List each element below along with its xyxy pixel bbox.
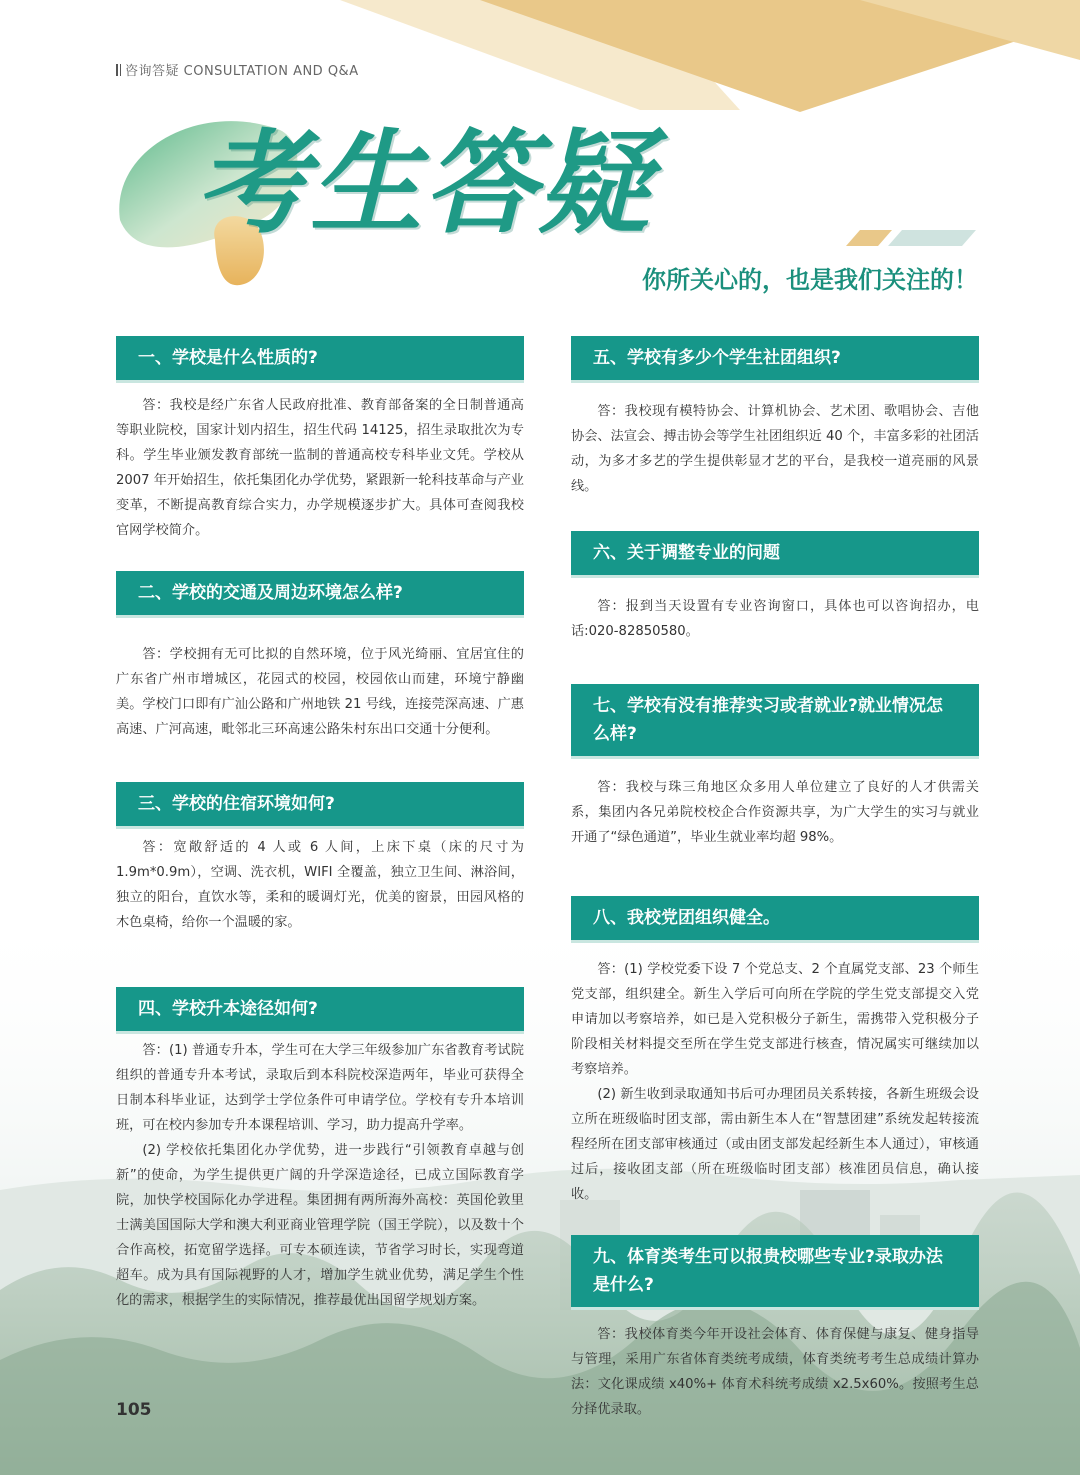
qa-item (571, 896, 979, 1207)
right-column (571, 336, 979, 1422)
question-heading: 一、学校是什么性质的? (116, 336, 524, 383)
title-stripes (846, 230, 976, 250)
question-heading: 四、学校升本途径如何? (116, 987, 524, 1034)
qa-item (571, 531, 979, 644)
answer-text: 答：(1) 学校党委下设 7 个党总支、2 个直属党支部、23 个师生党支部，组织建全。新生入学后可向所在学院的学生党支部提交入党申请加以考察培养，如已是入党积极分子新生，需携带入党积极分子阶段相关材料提交至所在学生党支部进行核查，情况属实可继续加以考察培养。 (2) 新生收到录取通知书后可办理团员关系转接，各新生班级会设立所在班级临时团支部，需由新生本人在“智慧团建”系统发起转接流程经所在团支部审核通过（或由团支部发起经新生本人通过），审核通过后，接收团支部（所在班级临时团支部）核准团员信息，确认接收。 (571, 962, 979, 1202)
answer-text: 答：学校拥有无可比拟的自然环境，位于风光绮丽、宜居宜住的广东省广州市增城区，花园式的校园，校园依山而建，环境宁静幽美。学校门口即有广汕公路和广州地铁 21 号线，连接莞深高速、广惠高速、广河高速，毗邻北三环高速公路朱村东出口交通十分便利。 (116, 647, 524, 737)
qa-item (571, 1235, 979, 1422)
qa-item (116, 571, 524, 742)
qa-item (116, 987, 524, 1313)
question-heading: 六、关于调整专业的问题 (571, 531, 979, 578)
question-heading: 九、体育类考生可以报贵校哪些专业?录取办法是什么? (571, 1235, 979, 1310)
answer-text: 答：宽敞舒适的 4 人或 6 人间，上床下桌（床的尺寸为 1.9m*0.9m），空调、洗衣机，WIFI 全覆盖，独立卫生间、淋浴间，独立的阳台，直饮水等，柔和的暖调灯光，优美的窗景，田园风格的木色桌椅，给你一个温暖的家。 (116, 840, 524, 930)
question-heading: 五、学校有多少个学生社团组织? (571, 336, 979, 383)
page-title: 考生答疑 (196, 118, 652, 249)
answer-text: 答：(1) 普通专升本，学生可在大学三年级参加广东省教育考试院组织的普通专升本考试，录取后到本科院校深造两年，毕业可获得全日制本科毕业证，达到学士学位条件可申请学位。学校有专升本培训班，可在校内参加专升本课程培训、学习，助力提高升学率。 (2) 学校依托集团化办学优势，进一步践行“引领教育卓越与创新”的使命，为学生提供更广阔的升学深造途径，已成立国际教育学院，加快学校国际化办学进程。集团拥有两所海外高校：英国伦敦里士满美国国际大学和澳大利亚商业管理学院（国王学院），以及数十个合作高校，拓宽留学选择。可专本硕连读，节省学习时长，实现弯道超车。成为具有国际视野的人才，增加学生就业优势，满足学生个性化的需求，根据学生的实际情况，推荐最优出国留学规划方案。 (116, 1043, 524, 1308)
header-label: 咨询答疑 CONSULTATION AND Q&A (116, 60, 359, 79)
qa-item (571, 336, 979, 499)
answer-text: 答：报到当天设置有专业咨询窗口，具体也可以咨询招办，电话:020-82850580。 (571, 599, 979, 639)
top-decoration (340, 0, 1080, 120)
page-subtitle: 你所关心的，也是我们关注的！ (642, 266, 978, 294)
left-column (116, 336, 524, 1313)
qa-item (116, 336, 524, 543)
page-number: 105 (116, 1400, 152, 1420)
question-heading: 七、学校有没有推荐实习或者就业?就业情况怎么样? (571, 684, 979, 759)
question-heading: 三、学校的住宿环境如何? (116, 782, 524, 829)
question-heading: 二、学校的交通及周边环境怎么样? (116, 571, 524, 618)
answer-text: 答：我校体育类今年开设社会体育、体育保健与康复、健身指导与管理，采用广东省体育类统考成绩，体育类统考考生总成绩计算办法：文化课成绩 x40%+ 体育术科统考成绩 x2.5x60%。按照考生总分择优录取。 (571, 1327, 979, 1417)
qa-item (571, 684, 979, 850)
answer-text: 答：我校与珠三角地区众多用人单位建立了良好的人才供需关系，集团内各兄弟院校校企合作资源共享，为广大学生的实习与就业开通了“绿色通道”，毕业生就业率均超 98%。 (571, 780, 979, 845)
question-heading: 八、我校党团组织健全。 (571, 896, 979, 943)
answer-text: 答：我校是经广东省人民政府批准、教育部备案的全日制普通高等职业院校，国家计划内招生，招生代码 14125，招生录取批次为专科。学生毕业颁发教育部统一监制的普通高校专科毕业文凭。学校从 2007 年开始招生，依托集团化办学优势，紧跟新一轮科技革命与产业变革，不断提高教育综合实力，办学规模逐步扩大。具体可查阅我校官网学校简介。 (116, 398, 524, 538)
header-bars-icon (116, 64, 118, 76)
answer-text: 答：我校现有模特协会、计算机协会、艺术团、歌唱协会、吉他协会、法宣会、搏击协会等学生社团组织近 40 个，丰富多彩的社团活动，为多才多艺的学生提供彰显才艺的平台，是我校一道亮丽的风景线。 (571, 404, 979, 494)
qa-item (116, 782, 524, 935)
